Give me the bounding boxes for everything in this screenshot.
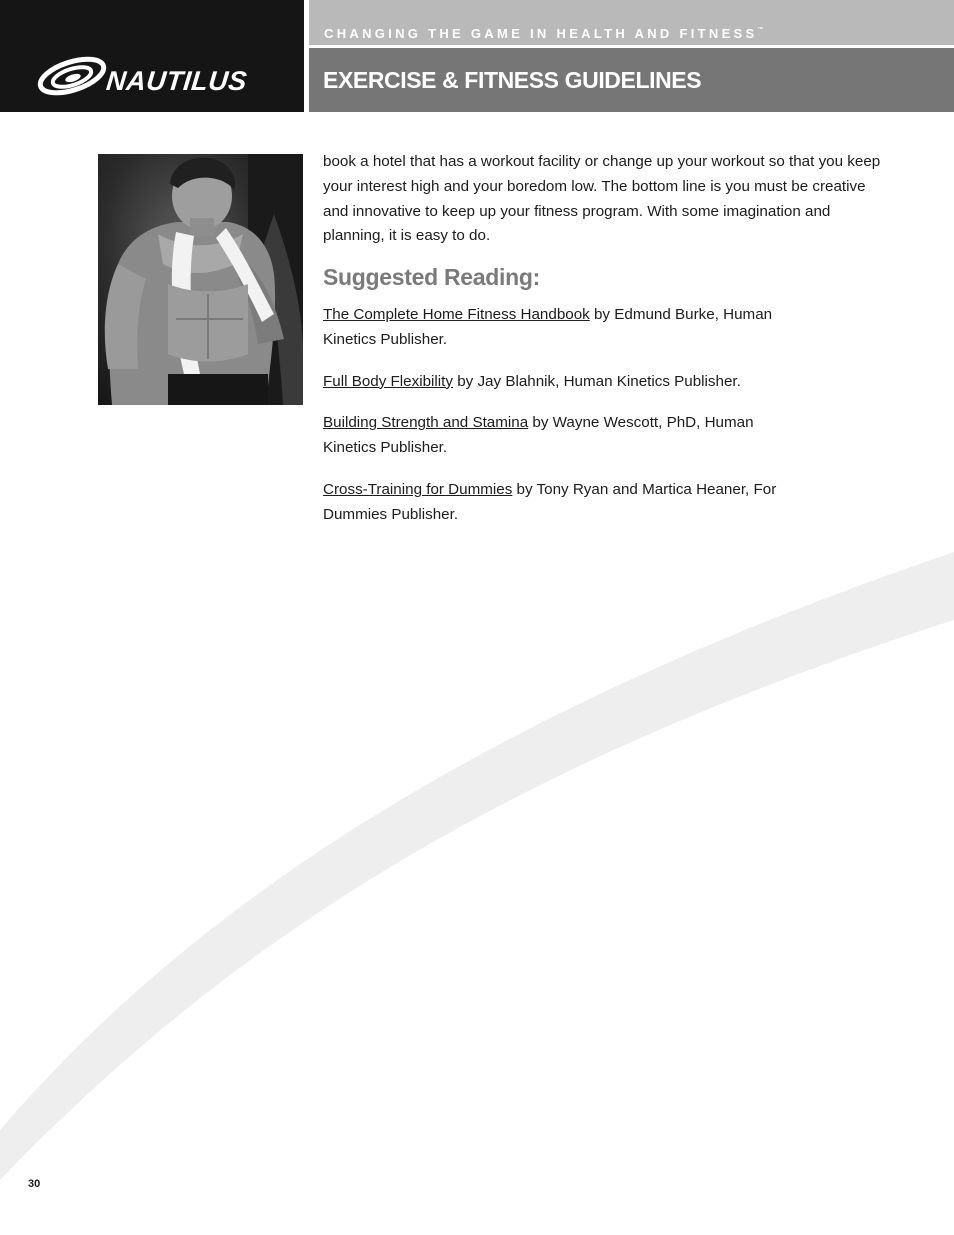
book-details: by Tony Ryan and Martica Heaner, For Dummies Publisher. [323,481,777,523]
book-title: Cross-Training for Dummies [323,481,513,499]
book-title: Building Strength and Stamina [323,414,529,432]
book-title: Full Body Flexibility [323,372,453,390]
athlete-illustration [98,154,303,405]
reading-item [323,303,793,353]
suggested-reading-heading: Suggested Reading: [323,264,540,291]
nautilus-logo [0,0,304,112]
intro-paragraph: book a hotel that has a workout facility or change up your workout so that you keep your interest high and your boredom low. The bottom line is you must be creative and innovative to keep up your fitness program. With some imagination and planning, it is easy to do. [323,153,881,245]
tagline-text: CHANGING THE GAME IN HEALTH AND FITNESS [324,26,758,41]
reading-item [323,478,793,528]
section-title: EXERCISE & FITNESS GUIDELINES [323,67,702,93]
reading-item [323,370,793,395]
tagline [324,27,763,40]
brand-name: NAUTILUS [104,66,249,96]
tagline-bar [309,0,954,45]
book-details: by Jay Blahnik, Human Kinetics Publisher. [452,372,741,390]
title-bar [309,48,954,112]
page-number: 30 [28,1178,41,1190]
fitness-photo [98,154,303,405]
reading-item [323,411,793,461]
trademark-mark: ™ [757,27,764,33]
main-content [323,150,893,545]
book-details: by Wayne Wescott, PhD, Human Kinetics Publisher. [323,414,754,457]
book-details: by Edmund Burke, Human Kinetics Publisher. [323,306,773,348]
book-title: The Complete Home Fitness Handbook [323,306,590,324]
